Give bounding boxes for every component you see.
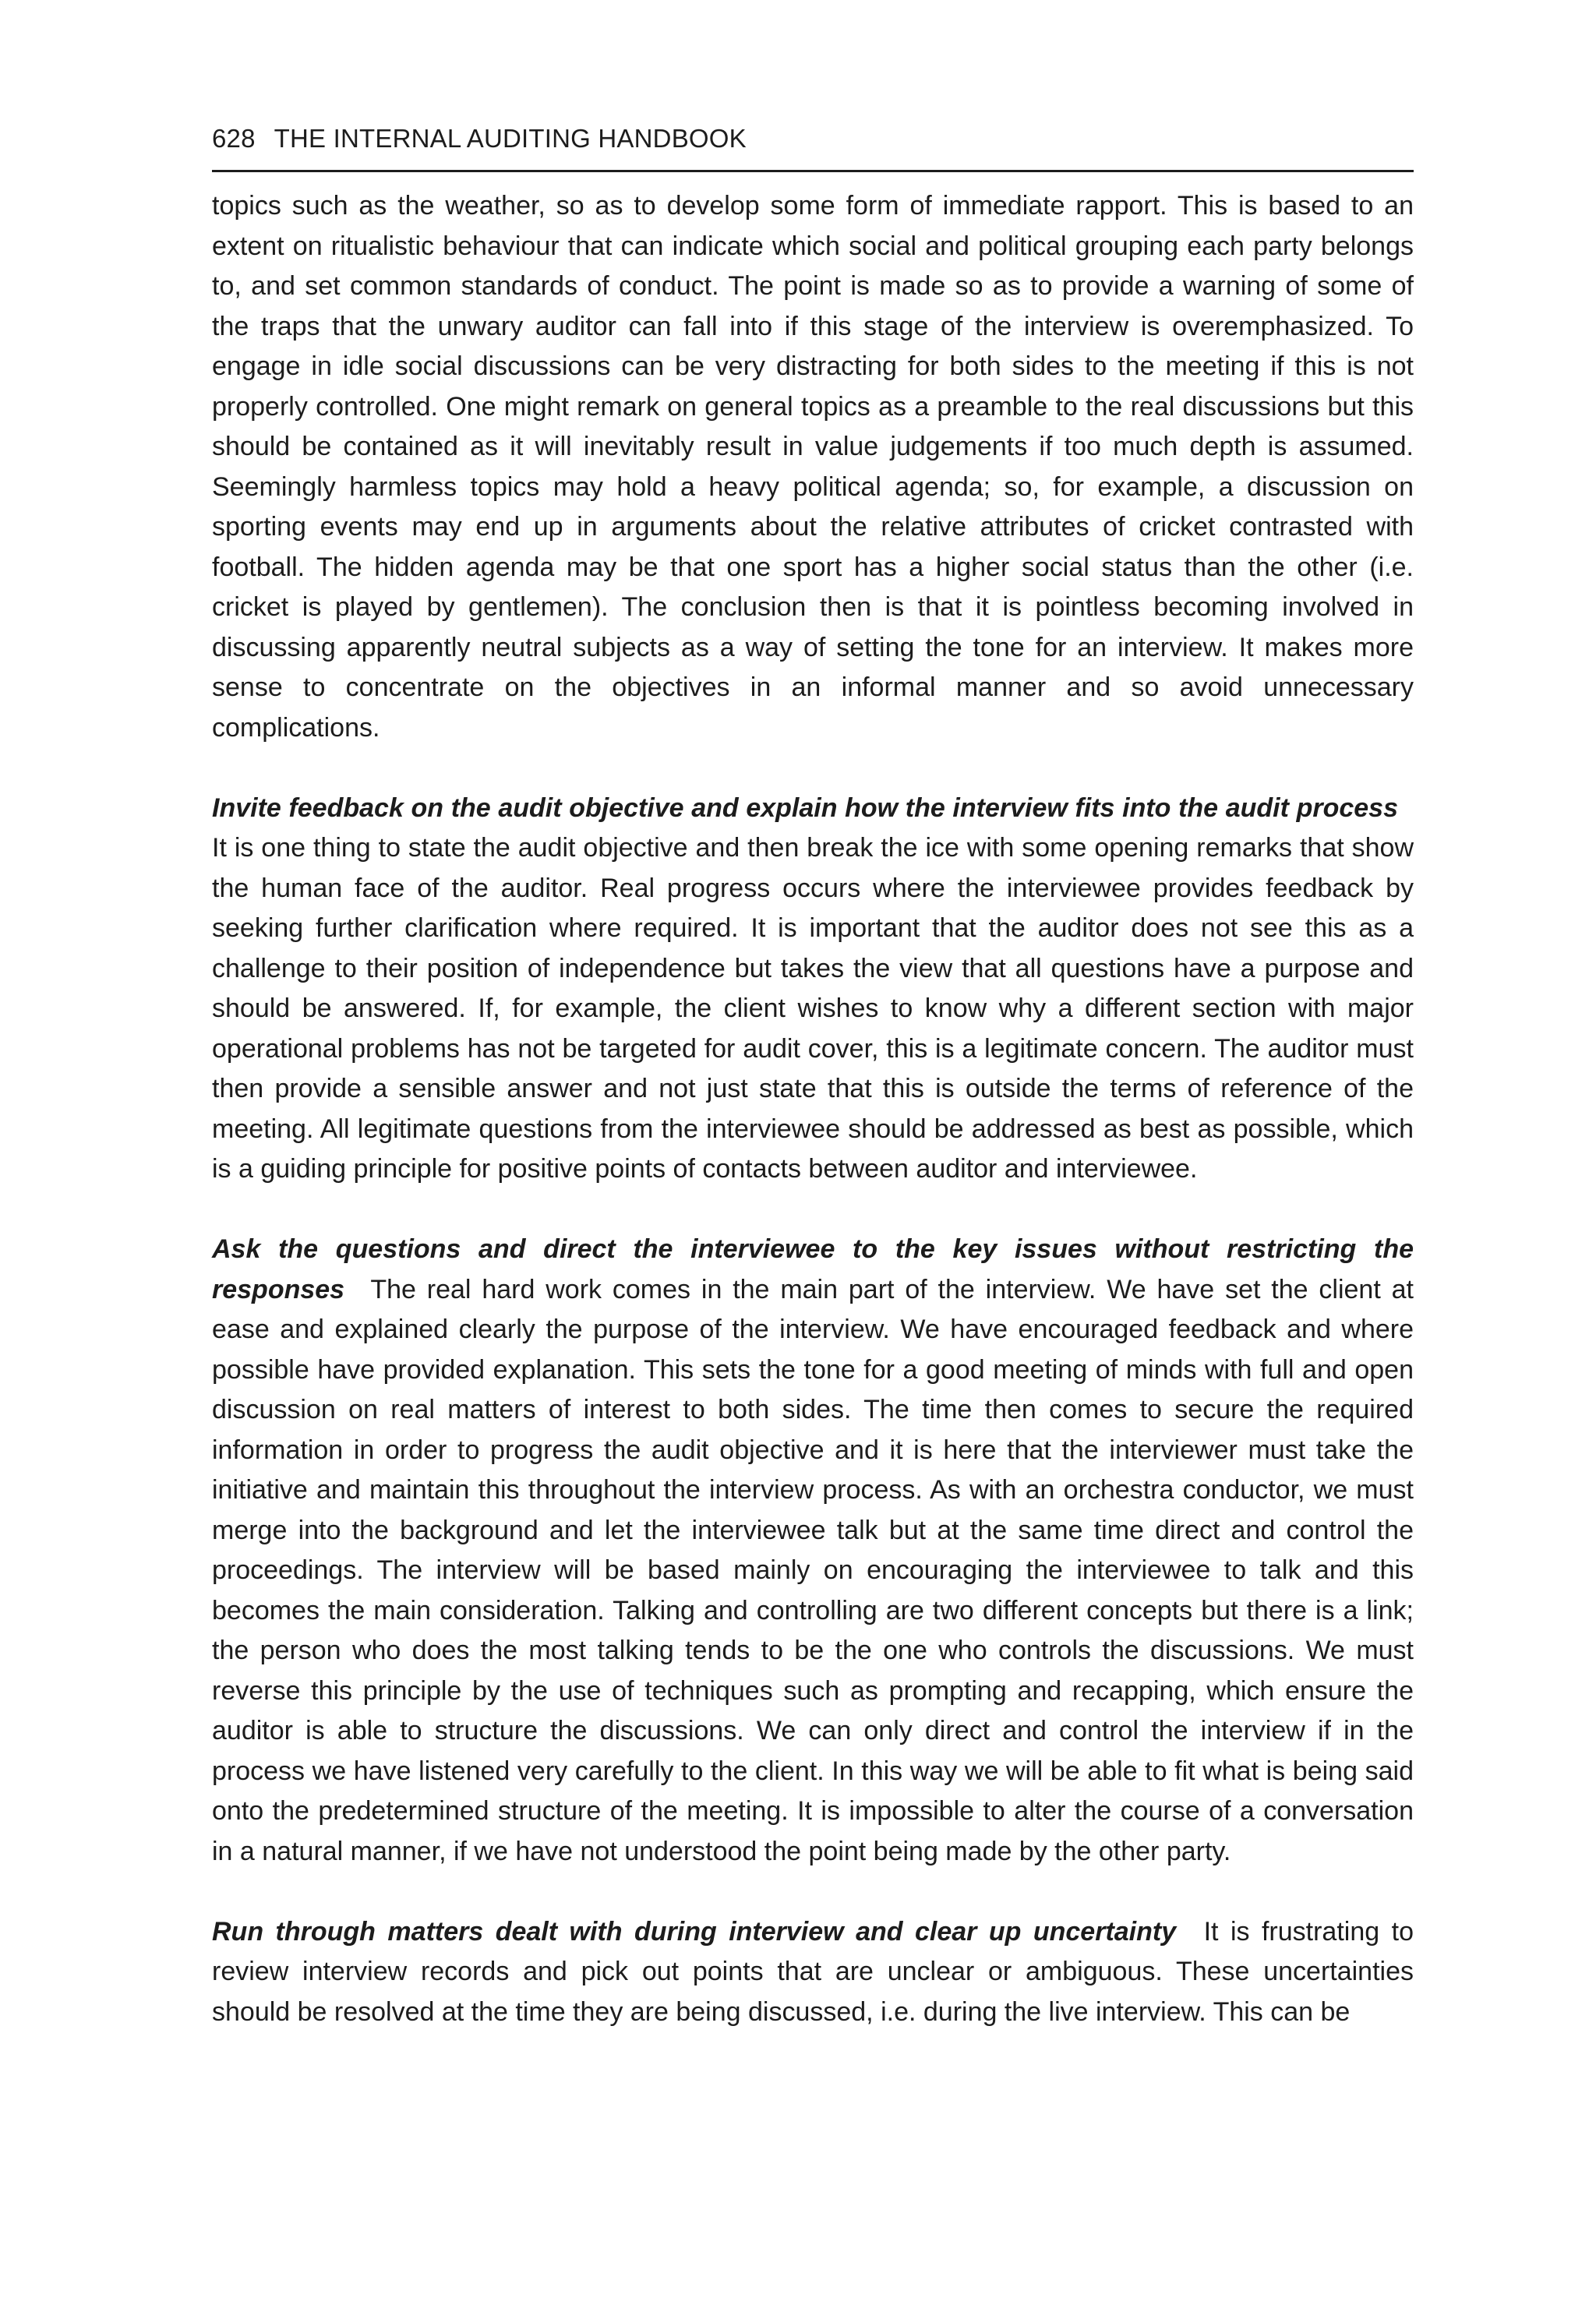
paragraph-text: It is frustrating to review interview records and pick out points that are unclear or ambiguous. These uncertainties should be resolved at the time they are being discussed, i.e. during the live interview. This can be	[212, 1916, 1414, 2027]
body-text	[212, 186, 1414, 2032]
book-page	[212, 115, 1414, 2032]
paragraph-text: The real hard work comes in the main part of the interview. We have set the client at ease and explained clearly the purpose of the interview. We have encouraged feedback and where possible have provided explanation. This sets the tone for a good meeting of minds with full and open discussion on real matters of interest to both sides. The time then comes to secure the required information in order to progress the audit objective and it is here that the interviewer must take the initiative and maintain this throughout the interview process. As with an orchestra conductor, we must merge into the background and let the interviewee talk but at the same time direct and control the proceedings. The interview will be based mainly on encouraging the interviewee to talk and this becomes the main consideration. Talking and controlling are two different concepts but there is a link; the person who does the most talking tends to be the one who controls the discussions. We must reverse this principle by the use of techniques such as prompting and recapping, which ensure the auditor is able to structure the discussions. We can only direct and control the interview if in the process we have listened very carefully to the client. In this way we will be able to fit what is being said onto the predetermined structure of the meeting. It is impossible to alter the course of a conversation in a natural manner, if we have not understood the point being made by the other party.	[212, 1274, 1414, 1866]
paragraph	[212, 1912, 1414, 2033]
paragraph-heading: Ask the questions and direct the interviewee to the key issues without restricting the responses	[212, 1234, 1414, 1304]
paragraph	[212, 1230, 1414, 1872]
page-number: 628	[212, 124, 256, 153]
paragraph-text: topics such as the weather, so as to develop some form of immediate rapport. This is based to an extent on ritualistic behaviour that can indicate which social and political grouping each party belongs to, and set common standards of conduct. The point is made so as to provide a warning of some of the traps that the unwary auditor can fall into if this stage of the interview is overemphasized. To engage in idle social discussions can be very distracting for both sides to the meeting if this is not properly controlled. One might remark on general topics as a preamble to the real discussions but this should be contained as it will inevitably result in value judgements if too much depth is assumed. Seemingly harmless topics may hold a heavy political agenda; so, for example, a discussion on sporting events may end up in arguments about the relative attributes of cricket contrasted with football. The hidden agenda may be that one sport has a higher social status than the other (i.e. cricket is played by gentlemen). The conclusion then is that it is pointless becoming involved in discussing apparently neutral subjects as a way of setting the tone for an interview. It makes more sense to concentrate on the objectives in an informal manner and so avoid unnecessary complications.	[212, 191, 1414, 743]
paragraph-text: It is one thing to state the audit objective and then break the ice with some opening remarks that show the human face of the auditor. Real progress occurs where the interviewee provides feedback by seeking further clarification where required. It is important that the auditor does not see this as a challenge to their position of independence but takes the view that all questions have a purpose and should be answered. If, for example, the client wishes to know why a different section with major operational problems has not be targeted for audit cover, this is a legitimate concern. The auditor must then provide a sensible answer and not just state that this is outside the terms of reference of the meeting. All legitimate questions from the interviewee should be addressed as best as possible, which is a guiding principle for positive points of contacts between auditor and interviewee.	[212, 833, 1414, 1184]
paragraph	[212, 789, 1414, 1190]
running-title: THE INTERNAL AUDITING HANDBOOK	[274, 124, 747, 153]
running-header	[212, 115, 1414, 172]
paragraph-heading: Invite feedback on the audit objective and explain how the interview fits into the audit process	[212, 792, 1398, 823]
paragraph	[212, 186, 1414, 748]
paragraph-heading: Run through matters dealt with during interview and clear up uncertainty	[212, 1916, 1177, 1947]
